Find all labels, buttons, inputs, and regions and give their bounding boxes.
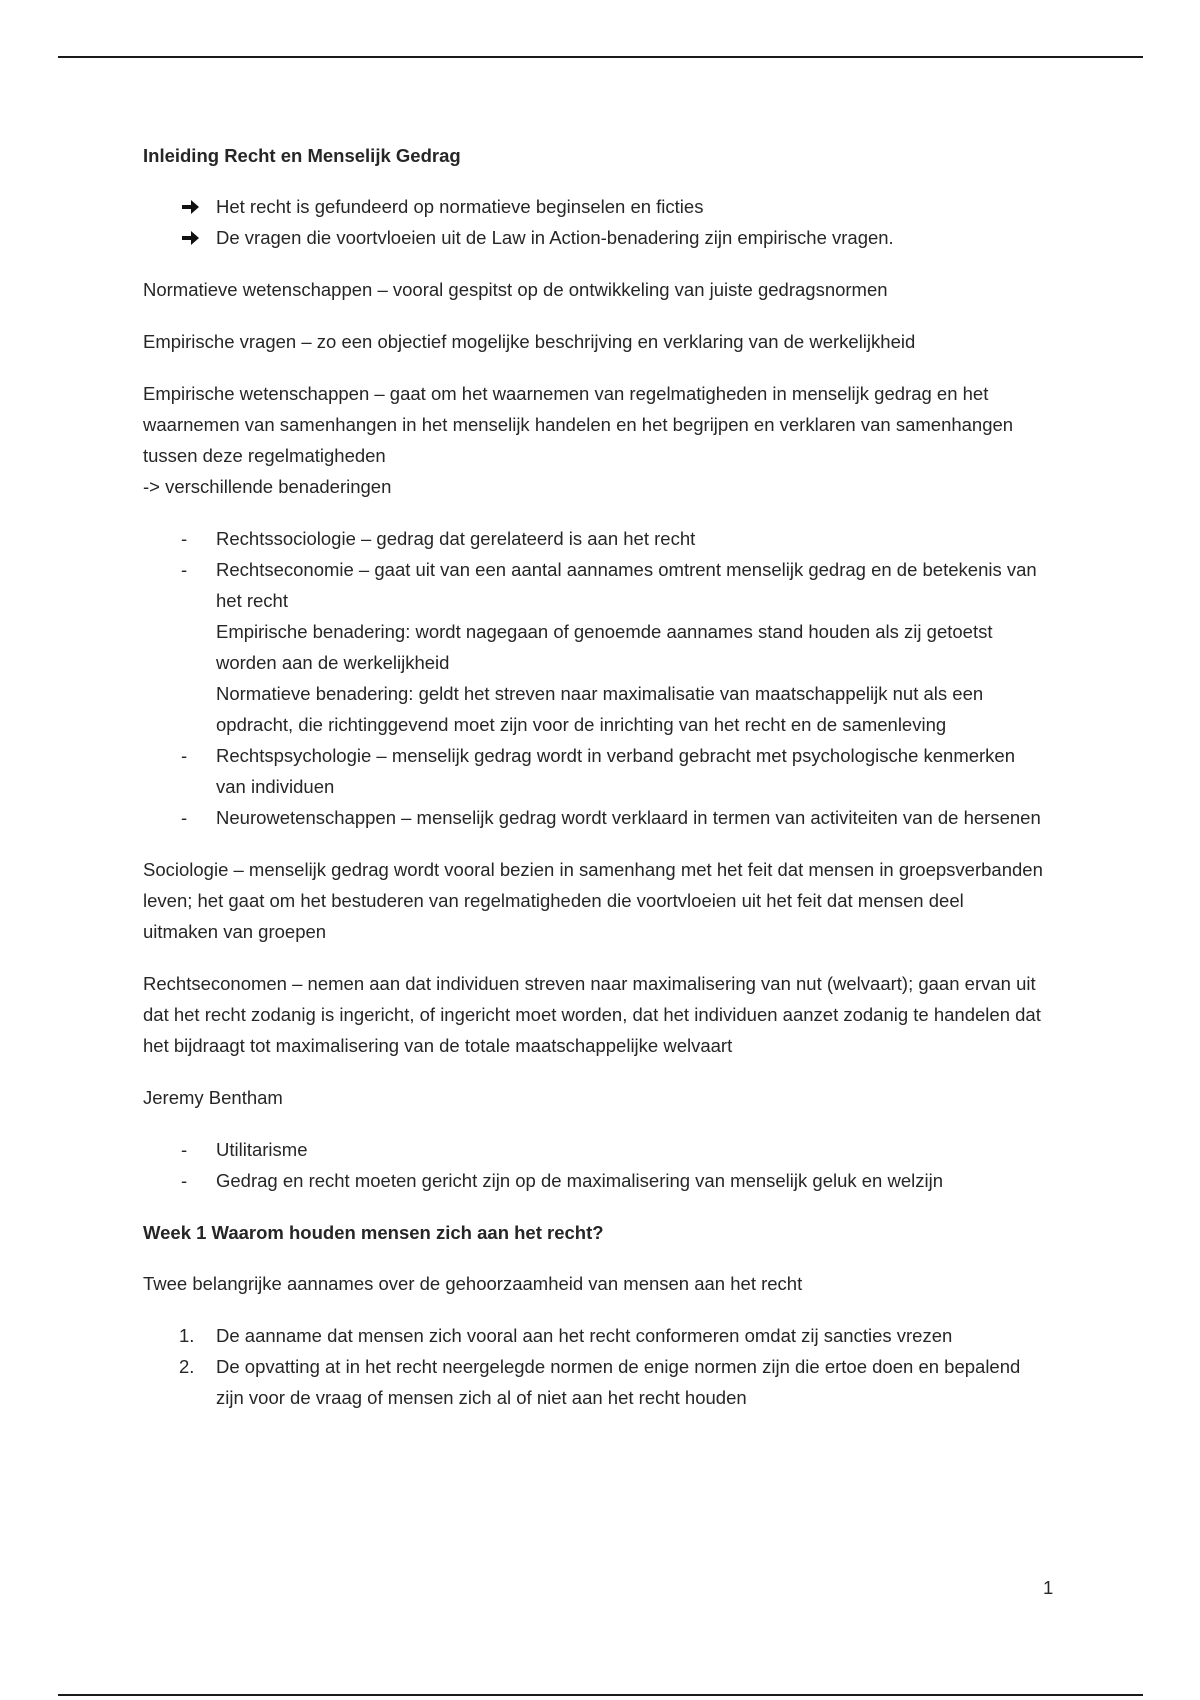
list-item bbox=[143, 1165, 1043, 1196]
assumptions-list bbox=[143, 1320, 1043, 1413]
list-number: 2. bbox=[179, 1356, 195, 1377]
list-item bbox=[143, 1351, 1043, 1413]
list-item bbox=[143, 802, 1043, 833]
list-item-text: Neurowetenschappen – menselijk gedrag wordt verklaard in termen van activiteiten van de hersenen bbox=[216, 807, 1041, 828]
list-item bbox=[143, 191, 1043, 222]
list-item-text: Rechtspsychologie – menselijk gedrag wordt in verband gebracht met psychologische kenmerken van individuen bbox=[216, 745, 1016, 797]
paragraph-empirische-vragen: Empirische vragen – zo een objectief mogelijke beschrijving en verklaring van de werkelijkheid bbox=[143, 331, 916, 352]
list-item bbox=[143, 222, 1043, 253]
paragraph-normatieve: Normatieve wetenschappen – vooral gespitst op de ontwikkeling van juiste gedragsnormen bbox=[143, 279, 888, 300]
arrow-right-icon bbox=[182, 199, 199, 215]
document-title: Inleiding Recht en Menselijk Gedrag bbox=[143, 145, 461, 166]
list-item bbox=[143, 1134, 1043, 1165]
list-item-text: Rechtssociologie – gedrag dat gerelateerd is aan het recht bbox=[216, 528, 696, 549]
dash-bullet: - bbox=[181, 559, 188, 580]
week-heading: Week 1 Waarom houden mensen zich aan het recht? bbox=[143, 1222, 604, 1243]
header-rule bbox=[58, 56, 1143, 58]
approaches-list bbox=[143, 523, 1043, 833]
footer-rule bbox=[58, 1694, 1143, 1696]
page-number: 1 bbox=[1043, 1577, 1054, 1598]
list-item bbox=[143, 740, 1043, 802]
list-number: 1. bbox=[179, 1325, 195, 1346]
document-body bbox=[143, 140, 1043, 1434]
arrow-right-icon bbox=[182, 230, 199, 246]
paragraph-empirische-wetenschappen bbox=[143, 378, 1043, 502]
intro-list bbox=[143, 191, 1043, 253]
dash-bullet: - bbox=[181, 1139, 188, 1160]
list-item-text: Utilitarisme bbox=[216, 1139, 308, 1160]
paragraph-sociologie: Sociologie – menselijk gedrag wordt vooral bezien in samenhang met het feit dat mensen in groepsverbanden leven; het gaat om het bestuderen van regelmatigheden die voortvloeien uit het feit dat mensen deel uitmaken van groepen bbox=[143, 859, 1043, 942]
list-item-text: Gedrag en recht moeten gericht zijn op de maximalisering van menselijk geluk en welzijn bbox=[216, 1170, 944, 1191]
list-item-text: De vragen die voortvloeien uit de Law in Action-benadering zijn empirische vragen. bbox=[216, 227, 894, 248]
bentham-list bbox=[143, 1134, 1043, 1196]
paragraph-rechtseconomen: Rechtseconomen – nemen aan dat individuen streven naar maximalisering van nut (welvaart); gaan ervan uit dat het recht zodanig is ingericht, of ingericht moet worden, dat het individuen aanzet zodanig te handelen dat het bijdraagt tot maximalisering van de totale maatschappelijke welvaart bbox=[143, 973, 1041, 1056]
list-item-text: Rechtseconomie – gaat uit van een aantal aannames omtrent menselijk gedrag en de betekenis van het recht bbox=[216, 559, 1037, 611]
dash-bullet: - bbox=[181, 807, 188, 828]
dash-bullet: - bbox=[181, 528, 188, 549]
list-item-subtext: Empirische benadering: wordt nagegaan of genoemde aannames stand houden als zij getoetst worden aan de werkelijkheid bbox=[216, 621, 993, 673]
list-item bbox=[143, 554, 1043, 740]
dash-bullet: - bbox=[181, 745, 188, 766]
paragraph-text: Empirische wetenschappen – gaat om het waarnemen van regelmatigheden in menselijk gedrag en het waarnemen van samenhangen in het menselijk handelen en het begrijpen en verklaren van samenhangen tussen deze regelmatigheden bbox=[143, 383, 1014, 466]
list-item-subtext: Normatieve benadering: geldt het streven naar maximalisatie van maatschappelijk nut als een opdracht, die richtinggevend moet zijn voor de inrichting van het recht en de samenleving bbox=[216, 683, 984, 735]
list-item bbox=[143, 523, 1043, 554]
dash-bullet: - bbox=[181, 1170, 188, 1191]
paragraph-bentham: Jeremy Bentham bbox=[143, 1087, 283, 1108]
list-item-text: Het recht is gefundeerd op normatieve beginselen en ficties bbox=[216, 196, 704, 217]
list-item-text: De aanname dat mensen zich vooral aan het recht conformeren omdat zij sancties vrezen bbox=[216, 1325, 953, 1346]
list-item bbox=[143, 1320, 1043, 1351]
paragraph-aannames: Twee belangrijke aannames over de gehoorzaamheid van mensen aan het recht bbox=[143, 1273, 803, 1294]
paragraph-text: -> verschillende benaderingen bbox=[143, 476, 392, 497]
list-item-text: De opvatting at in het recht neergelegde normen de enige normen zijn die ertoe doen en bepalend zijn voor de vraag of mensen zich al of niet aan het recht houden bbox=[216, 1356, 1021, 1408]
